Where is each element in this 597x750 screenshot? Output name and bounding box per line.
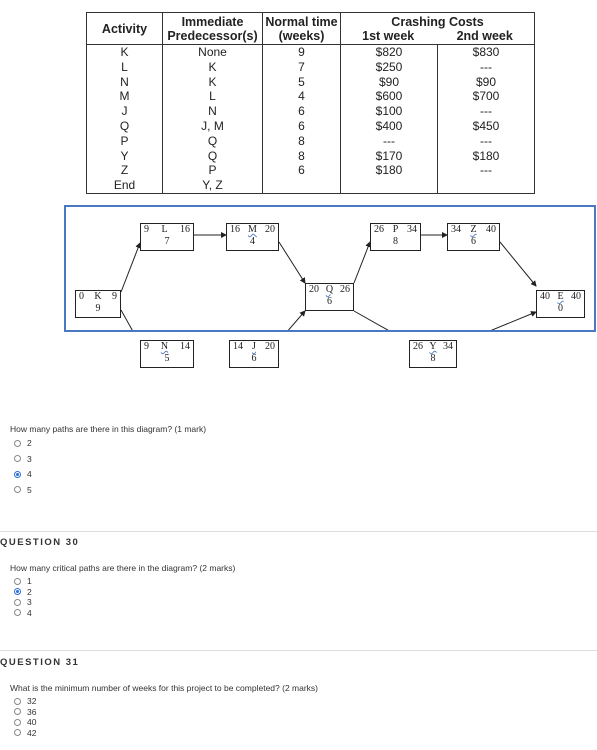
table-cell-activity: N [120, 74, 129, 89]
node-m-es: 16 [230, 224, 240, 235]
node-j-duration: 6 [251, 353, 257, 364]
table-cell-c2: $450 [472, 118, 500, 133]
q31-option[interactable] [14, 707, 36, 717]
arrow-q-p [354, 242, 370, 283]
table-cell-c1: $90 [378, 74, 400, 89]
node-y-ef: 34 [442, 341, 453, 352]
q31-option-label: 36 [27, 706, 37, 717]
arrow-k-n [121, 310, 140, 330]
node-m-ef: 20 [265, 224, 275, 235]
q30-option[interactable] [14, 597, 32, 607]
q29-option-label: 4 [27, 469, 32, 479]
node-end [536, 290, 585, 318]
node-j-activity: J [252, 341, 256, 352]
q29-option-label: 2 [27, 438, 32, 448]
node-q-duration: 6 [327, 296, 332, 307]
header-week-2: 2nd week [456, 28, 513, 43]
table-cell-c2: $180 [472, 148, 500, 163]
q30-option[interactable] [14, 576, 32, 586]
node-k [75, 290, 121, 318]
arrow-j-q [279, 311, 305, 330]
node-p-ef: 34 [407, 224, 417, 235]
table-cell-pred: Q [207, 148, 218, 163]
node-p [370, 223, 421, 251]
node-y-es: 26 [413, 341, 423, 352]
arrow-m-q [279, 242, 305, 283]
radio-button[interactable] [14, 729, 21, 736]
radio-button[interactable] [14, 599, 21, 606]
q30-text: How many critical paths are there in the diagram? (2 marks) [10, 563, 236, 573]
table-cell-time: 4 [298, 89, 305, 104]
node-k-activity: K [94, 291, 102, 302]
node-q-activity: Q [325, 284, 334, 295]
radio-button[interactable] [14, 455, 21, 462]
node-end-activity: E [557, 291, 564, 302]
node-m-activity: M [248, 224, 257, 235]
table-cell-c2: $700 [472, 89, 500, 104]
node-end-duration: 0 [558, 303, 563, 314]
table-cell-time: 8 [298, 148, 305, 163]
table-cell-time: 5 [298, 74, 305, 89]
node-j [229, 340, 279, 368]
table-cell-activity: P [120, 133, 129, 148]
table-cell-c1: $400 [375, 118, 403, 133]
q29-option[interactable] [14, 454, 32, 464]
node-n [140, 340, 194, 368]
node-j-es: 14 [233, 341, 243, 352]
header-week-1: 1st week [362, 28, 415, 43]
table-cell-c1: $100 [375, 104, 403, 119]
table-cell-c1: $600 [375, 89, 403, 104]
q29-option[interactable] [14, 469, 32, 479]
node-k-ef: 9 [111, 291, 117, 302]
table-cell-pred: Q [207, 133, 218, 148]
header-crashing-costs [341, 13, 535, 45]
q31-option[interactable] [14, 717, 36, 727]
table-cell-pred: K [208, 59, 217, 74]
table-cell-pred: N [208, 104, 217, 119]
activity-table [86, 12, 535, 194]
table-cell-c2: --- [480, 163, 492, 178]
q29-option[interactable] [14, 485, 32, 495]
table-cell-activity: M [119, 89, 130, 104]
node-l-es: 9 [144, 224, 149, 235]
table-cell-time: 7 [298, 59, 305, 74]
node-p-activity: P [392, 224, 399, 235]
node-j-ef: 20 [265, 341, 275, 352]
table-cell-activity: J [121, 104, 128, 119]
arrow-y-e [458, 312, 536, 330]
table-cell-c2: --- [480, 104, 492, 119]
crashing-costs-label: Crashing Costs [391, 14, 484, 29]
crash-week2-column [438, 45, 535, 194]
node-m-duration: 4 [250, 236, 255, 247]
node-p-duration: 8 [393, 236, 398, 247]
q30-option-label: 3 [27, 597, 32, 607]
table-cell-c1: --- [383, 133, 395, 148]
table-cell-c1: $170 [375, 148, 403, 163]
divider [0, 650, 597, 651]
table-cell-pred: None [198, 45, 227, 59]
table-cell-c1 [341, 178, 437, 193]
q29-option-label: 3 [27, 453, 32, 464]
table-cell-c2: --- [480, 133, 492, 148]
node-k-es: 0 [79, 291, 84, 302]
node-m [226, 223, 279, 251]
table-cell-pred: Y, Z [202, 178, 223, 193]
node-q-es: 20 [309, 284, 319, 295]
node-end-es: 40 [540, 291, 550, 302]
q29-option-label: 5 [27, 484, 32, 495]
table-cell-activity: K [120, 45, 129, 59]
radio-button[interactable] [14, 708, 21, 715]
divider [0, 531, 597, 532]
node-y [409, 340, 457, 368]
q30-option[interactable] [14, 608, 32, 618]
table-cell-pred: J, M [201, 118, 224, 133]
arrow-q-y [354, 311, 409, 330]
table-cell-time: 6 [298, 118, 305, 133]
radio-button[interactable] [14, 486, 21, 493]
q29-option[interactable] [14, 438, 32, 448]
node-z-ef: 40 [485, 224, 496, 235]
table-cell-c2: $830 [472, 45, 500, 59]
q30-option-label: 4 [27, 607, 32, 618]
node-n-duration: 5 [164, 353, 170, 364]
q30-option[interactable] [14, 587, 32, 597]
node-l-activity: L [161, 224, 168, 235]
q30-option-label: 2 [27, 586, 32, 597]
radio-button[interactable] [14, 578, 21, 585]
predecessor-column [163, 45, 263, 194]
q31-text: What is the minimum number of weeks for this project to be completed? (2 marks) [10, 683, 319, 693]
node-y-duration: 8 [430, 353, 436, 364]
header-activity: Activity [87, 13, 163, 45]
node-n-activity: N [160, 341, 169, 352]
node-q-ef: 26 [339, 284, 350, 295]
header-predecessor: Immediate Predecessor(s) [163, 13, 263, 45]
table-cell-c2: $90 [475, 74, 497, 89]
table-cell-activity: End [113, 178, 136, 193]
table-cell-activity: Q [119, 118, 130, 133]
node-z-duration: 6 [471, 236, 476, 247]
table-cell-time: 9 [298, 45, 305, 59]
table-cell-pred: K [208, 74, 217, 89]
q31-option-label: 32 [27, 696, 37, 706]
activity-column [87, 45, 163, 194]
table-cell-pred: P [208, 163, 217, 178]
arrow-z-e [500, 242, 536, 286]
radio-button[interactable] [14, 588, 21, 595]
table-cell-pred: L [209, 89, 216, 104]
q31-option-label: 42 [27, 727, 37, 738]
table-cell-c1: $180 [375, 163, 403, 178]
table-cell-time: 6 [298, 104, 305, 119]
table-cell-c2 [438, 178, 534, 193]
node-p-es: 26 [374, 224, 384, 235]
q31-option[interactable] [14, 728, 36, 738]
network-diagram [64, 205, 596, 332]
node-k-duration: 9 [95, 303, 101, 314]
node-z [447, 223, 500, 251]
node-q [305, 283, 354, 311]
node-n-es: 9 [144, 341, 149, 352]
radio-button[interactable] [14, 719, 21, 726]
node-l [140, 223, 194, 251]
radio-button[interactable] [14, 609, 21, 616]
table-cell-activity: Y [120, 148, 129, 163]
node-n-ef: 14 [179, 341, 190, 352]
node-y-activity: Y [429, 341, 437, 352]
q31-option[interactable] [14, 696, 36, 706]
normal-time-column [263, 45, 341, 194]
q30-option-label: 1 [27, 576, 32, 586]
q30-title: QUESTION 30 [0, 537, 80, 548]
table-cell-c1: $820 [375, 45, 403, 59]
node-z-activity: Z [470, 224, 477, 235]
arrow-k-l [121, 243, 140, 292]
node-l-duration: 7 [164, 236, 170, 247]
radio-button[interactable] [14, 698, 21, 705]
node-z-es: 34 [451, 224, 461, 235]
table-cell-time: 6 [298, 163, 305, 178]
q31-title: QUESTION 31 [0, 657, 80, 668]
table-cell-time: 8 [298, 133, 305, 148]
table-cell-c1: $250 [375, 59, 403, 74]
table-cell-activity: Z [120, 163, 129, 178]
table-cell-activity: L [121, 59, 128, 74]
q31-option-label: 40 [27, 717, 37, 728]
node-end-ef: 40 [570, 291, 581, 302]
table-cell-c2: --- [480, 59, 492, 74]
q29-text: How many paths are there in this diagram? (1 mark) [10, 424, 207, 434]
node-l-ef: 16 [179, 224, 190, 235]
radio-button[interactable] [14, 440, 21, 447]
header-normal-time: Normal time (weeks) [263, 13, 341, 45]
table-cell-time [263, 178, 340, 193]
crash-week1-column [341, 45, 438, 194]
radio-button[interactable] [14, 471, 21, 478]
